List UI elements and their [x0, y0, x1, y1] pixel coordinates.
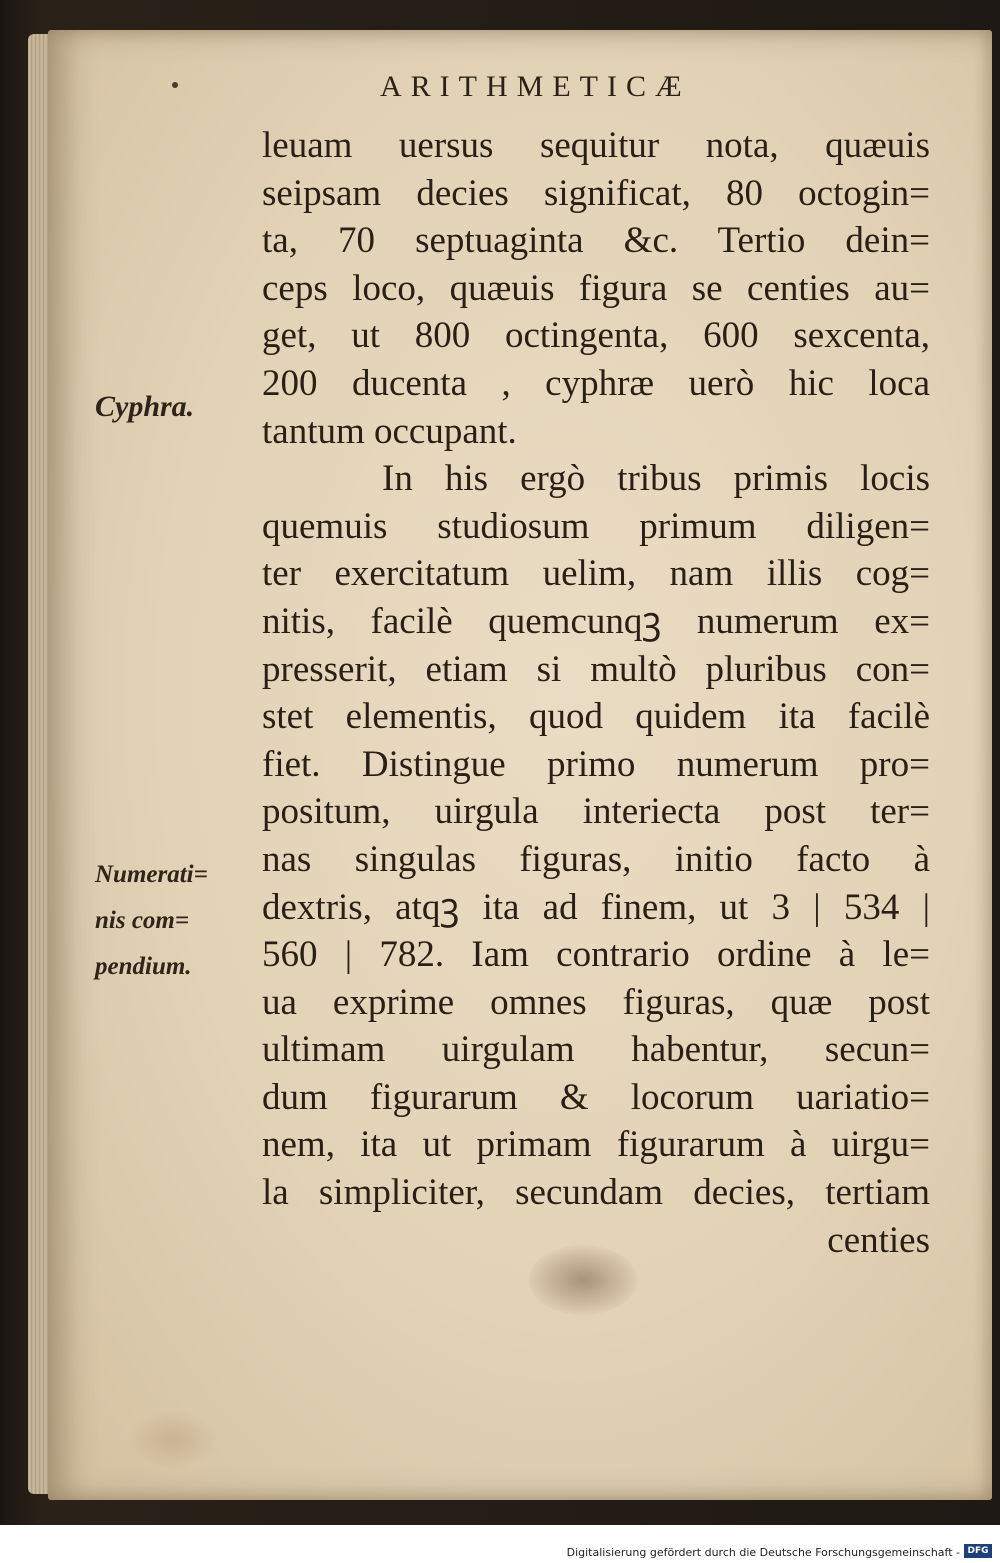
text-line: fiet. Distingue primo numerum pro=: [262, 743, 930, 785]
text-line: tantum occupant.: [262, 410, 517, 452]
body-text: [262, 122, 930, 1264]
running-head: ARITHMETICÆ: [380, 70, 691, 103]
text-line: ter exercitatum uelim, nam illis cog=: [262, 553, 930, 595]
text-line: positum, uirgula interiecta post ter=: [262, 791, 930, 833]
text-line: ta, 70 septuaginta &c. Tertio dein=: [262, 220, 930, 262]
margin-note-line: pendium.: [95, 953, 192, 980]
text-line: get, ut 800 octingenta, 600 sexcenta,: [262, 315, 930, 357]
text-line: nitis, facilè quemcunqꝫ numerum ex=: [262, 600, 930, 642]
printer-dot: [172, 82, 178, 88]
margin-note-line: nis com=: [95, 907, 190, 934]
text-line-indented: In his ergò tribus primis locis: [382, 458, 930, 500]
margin-note-numeratio: [95, 852, 208, 990]
footer-credit: Digitalisierung gefördert durch die Deutsche Forschungsgemeinschaft -: [566, 1546, 960, 1559]
text-line: quemuis studiosum primum diligen=: [262, 505, 930, 547]
text-line: nas singulas figuras, initio facto à: [262, 838, 930, 880]
text-line: dum figurarum & locorum uariatio=: [262, 1076, 930, 1118]
text-line: seipsam decies significat, 80 octogin=: [262, 172, 930, 214]
text-line: 560 | 782. Iam contrario ordine à le=: [262, 934, 930, 976]
text-line: ultimam uirgulam habentur, secun=: [262, 1029, 930, 1071]
margin-note-cyphra: Cyphra.: [95, 390, 195, 423]
text-line: ua exprime omnes figuras, quæ post: [262, 981, 930, 1023]
paper-stain: [128, 1410, 218, 1470]
text-line: ceps loco, quæuis figura se centies au=: [262, 267, 930, 309]
text-line: dextris, atqꝫ ita ad finem, ut 3 | 534 |: [262, 886, 930, 928]
catchword: centies: [827, 1219, 930, 1261]
text-line: stet elementis, quod quidem ita facilè: [262, 696, 930, 738]
text-line: la simpliciter, secundam decies, tertiam: [262, 1172, 930, 1214]
dfg-logo-icon: DFG: [964, 1544, 992, 1558]
text-line: leuam uersus sequitur nota, quæuis: [262, 125, 930, 166]
text-line: presserit, etiam si multò pluribus con=: [262, 648, 930, 690]
text-line: 200 ducenta , cyphræ uerò hic loca: [262, 362, 930, 404]
margin-note-line: Numerati=: [95, 861, 208, 888]
text-line: nem, ita ut primam figurarum à uirgu=: [262, 1124, 930, 1166]
